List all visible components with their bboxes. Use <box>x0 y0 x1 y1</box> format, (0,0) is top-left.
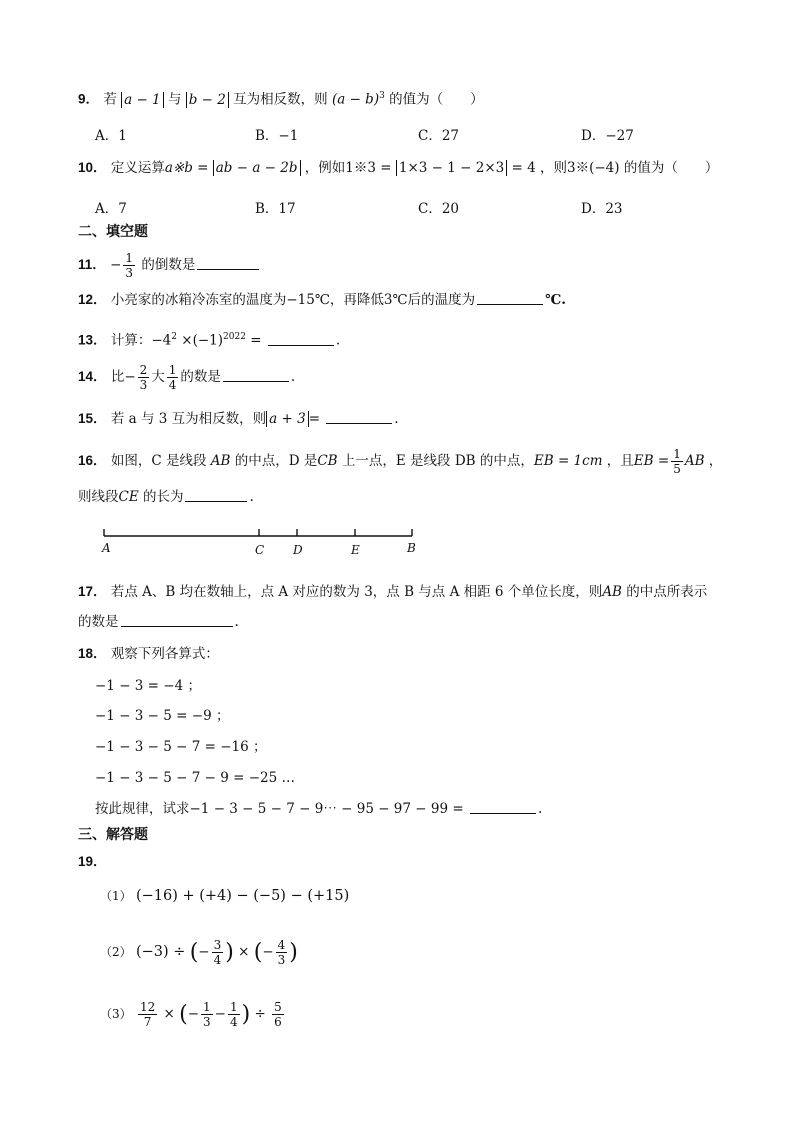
text: 大 <box>151 369 165 385</box>
text: 如图，C 是线段 <box>110 453 207 469</box>
question-18-final <box>95 799 542 819</box>
abs-expression: a + 3 <box>266 411 309 427</box>
part-label: （1） <box>100 889 132 903</box>
choice-b[interactable]: B．−1 <box>255 128 299 144</box>
equals: = <box>245 332 262 349</box>
choice-a[interactable]: A．7 <box>95 201 127 217</box>
fraction <box>228 1000 240 1029</box>
part-label: （3） <box>100 1007 132 1021</box>
period: . <box>537 801 543 817</box>
numerator: 1 <box>229 1000 238 1014</box>
segment-name: CE <box>118 489 139 505</box>
question-number: 11． <box>78 257 106 272</box>
answer-blank[interactable] <box>121 612 233 627</box>
fraction <box>138 363 150 392</box>
fraction <box>276 938 288 967</box>
numerator: 2 <box>139 363 148 377</box>
question-12 <box>78 290 566 310</box>
choice-c[interactable]: C．20 <box>418 201 460 217</box>
answer-blank[interactable] <box>470 799 536 814</box>
segment-name: AB <box>684 453 705 469</box>
denominator: 4 <box>168 378 177 392</box>
numerator: 3 <box>213 938 222 952</box>
fraction <box>201 1000 213 1029</box>
part-label: （2） <box>100 945 132 959</box>
fraction <box>272 1000 284 1029</box>
text: 的值为（ ） <box>389 91 484 108</box>
period: . <box>249 489 254 505</box>
segment-name: AB <box>602 584 622 600</box>
text: 按此规律，试求−1 − 3 − 5 − 7 − 9⋯ − 95 − 97 − 99 = <box>95 801 464 817</box>
label-c: C <box>255 543 265 557</box>
text: 比− <box>110 369 136 385</box>
math-expression: ×(−1) <box>176 332 224 349</box>
exponent: 2022 <box>223 332 246 342</box>
question-19-part-3: （3） $\frac{12}{7}$ × (− $\frac{1}{3}$ − $\frac{1}{4}$ ) ÷ $\frac{5}{6}$ <box>100 1000 282 1029</box>
question-number: 14． <box>78 369 107 384</box>
choice-d[interactable]: D．23 <box>581 201 623 217</box>
choice-a[interactable]: A．1 <box>95 128 127 144</box>
numerator: 1 <box>673 447 681 461</box>
question-10 <box>78 158 718 178</box>
paren: ) <box>289 940 298 965</box>
numerator: 1 <box>125 251 134 265</box>
denominator: 7 <box>143 1015 152 1029</box>
denominator: 5 <box>673 462 681 476</box>
question-17-line-2 <box>78 612 239 632</box>
fraction <box>212 938 224 967</box>
denominator: 4 <box>213 953 222 967</box>
pattern-row: −1 − 3 − 5 = −9 ； <box>95 708 230 724</box>
denominator: 4 <box>229 1015 238 1029</box>
question-15 <box>78 409 399 429</box>
question-11 <box>78 250 261 280</box>
unit: ℃. <box>545 292 567 308</box>
exponent: 3 <box>379 91 385 101</box>
answer-blank[interactable] <box>268 331 334 346</box>
question-14 <box>78 360 295 394</box>
question-number: 12． <box>78 292 107 307</box>
paren: ) <box>225 940 234 965</box>
text: 的长为 <box>142 489 184 505</box>
answer-blank[interactable] <box>223 367 289 382</box>
choice-d[interactable]: D．−27 <box>581 128 634 144</box>
fraction <box>123 251 135 280</box>
paren: ) <box>241 1002 251 1027</box>
question-16 <box>78 446 722 476</box>
math-expression: (a − b) <box>331 91 380 108</box>
numerator: 5 <box>274 1000 282 1014</box>
denominator: 3 <box>139 378 148 392</box>
text: 的数是 <box>78 614 119 630</box>
period: . <box>290 369 296 385</box>
text: 则线段 <box>78 489 119 505</box>
question-19 <box>78 852 107 872</box>
text: 定义运算 <box>110 160 165 176</box>
period: . <box>234 614 239 630</box>
label-a: A <box>102 541 111 555</box>
pattern-row: −1 − 3 = −4 ； <box>95 678 201 694</box>
numerator: 4 <box>277 938 286 952</box>
text: 计算： <box>110 332 152 349</box>
segment-name: CB <box>317 453 338 469</box>
denominator: 6 <box>274 1015 282 1029</box>
text: 的数是 <box>180 369 221 385</box>
question-number: 17． <box>78 584 107 599</box>
period: . <box>394 411 399 427</box>
question-16-line-2 <box>78 487 254 507</box>
numerator: 1 <box>203 1000 211 1014</box>
sign: − <box>110 257 122 273</box>
segment-figure <box>98 524 418 544</box>
denominator: 3 <box>277 953 286 967</box>
text: 的倒数是 <box>141 257 196 273</box>
pattern-row: −1 − 3 − 5 − 7 − 9 = −25 … <box>95 770 296 786</box>
pattern-row: −1 − 3 − 5 − 7 = −16 ； <box>95 739 267 755</box>
question-19-part-1 <box>100 886 349 906</box>
text: 与 <box>167 91 182 108</box>
text: 观察下列各算式： <box>110 646 219 662</box>
question-9 <box>78 86 484 110</box>
numerator: 1 <box>168 363 177 377</box>
question-number: 9． <box>78 91 100 107</box>
question-number: 13． <box>78 332 107 348</box>
paren: ( <box>253 940 263 965</box>
abs-expression: a − 1 <box>121 92 164 108</box>
section-heading: 二、填空题 <box>78 224 148 240</box>
text: 上一点，E 是线段 DB 的中点， <box>341 453 534 469</box>
text: 的中点所表示 <box>626 584 708 600</box>
text: ，且 <box>606 453 634 469</box>
choice-c[interactable]: C．27 <box>418 128 460 144</box>
math-expression: EB = 1cm <box>533 453 603 469</box>
segment-name: AB <box>210 453 231 469</box>
question-number: 16． <box>78 453 107 468</box>
numerator: 12 <box>139 1000 156 1014</box>
question-number: 10． <box>78 160 107 175</box>
fraction <box>671 447 683 476</box>
fraction <box>167 363 179 392</box>
question-17 <box>78 582 707 602</box>
paren: ( <box>179 1002 188 1027</box>
text: 的中点，D 是 <box>234 453 318 469</box>
fraction <box>138 1000 157 1029</box>
denominator: 3 <box>125 266 134 280</box>
period: . <box>335 332 341 349</box>
answer-blank[interactable] <box>197 255 259 270</box>
question-13 <box>78 327 340 351</box>
math-expression: (−16) + (+4) − (−5) − (+15) <box>135 888 350 904</box>
question-19-part-2: （2） (−3) ÷ (− $\frac{3}{4}$ ) × (− $\frac{4}{3}$ ) <box>100 938 298 967</box>
text: 若点 A、B 均在数轴上，点 A 对应的数为 3，点 B 与点 A 相距 6 个单位长度，则 <box>110 584 603 600</box>
label-b: B <box>407 541 416 555</box>
text: 若 <box>103 91 117 108</box>
abs-expression: 1×3 − 1 − 2×3 <box>396 160 507 176</box>
text: ，例如1※3 = <box>304 160 392 176</box>
abs-expression: b − 2 <box>186 92 229 108</box>
math-expression: −4 <box>151 332 172 349</box>
label-d: D <box>293 543 303 557</box>
text: 若 a 与 3 互为相反数，则 <box>110 411 267 427</box>
question-number: 18． <box>78 646 107 661</box>
denominator: 3 <box>203 1015 211 1029</box>
math-expression: EB = <box>633 453 670 469</box>
question-number: 15． <box>78 411 107 426</box>
abs-expression: ab − a − 2b <box>213 160 301 176</box>
text: 小亮家的冰箱冷冻室的温度为−15℃，再降低3℃后的温度为 <box>110 292 476 308</box>
math-expression: a※b = <box>164 160 209 176</box>
question-number: 19． <box>78 854 107 869</box>
choice-b[interactable]: B．17 <box>255 201 296 217</box>
answer-blank[interactable] <box>185 487 247 502</box>
text: 互为相反数，则 <box>233 91 328 108</box>
equals: = <box>308 411 320 427</box>
text: = 4 ，则3※(−4) 的值为（ ） <box>511 160 719 176</box>
question-18 <box>78 644 219 664</box>
math-expression: (−3) ÷ <box>135 944 186 960</box>
label-e: E <box>351 543 360 557</box>
paren: ( <box>189 940 199 965</box>
answer-blank[interactable] <box>477 290 543 305</box>
answer-blank[interactable] <box>326 409 392 424</box>
section-heading: 三、解答题 <box>78 827 148 843</box>
exponent: 2 <box>171 332 177 342</box>
text: ， <box>708 453 723 469</box>
